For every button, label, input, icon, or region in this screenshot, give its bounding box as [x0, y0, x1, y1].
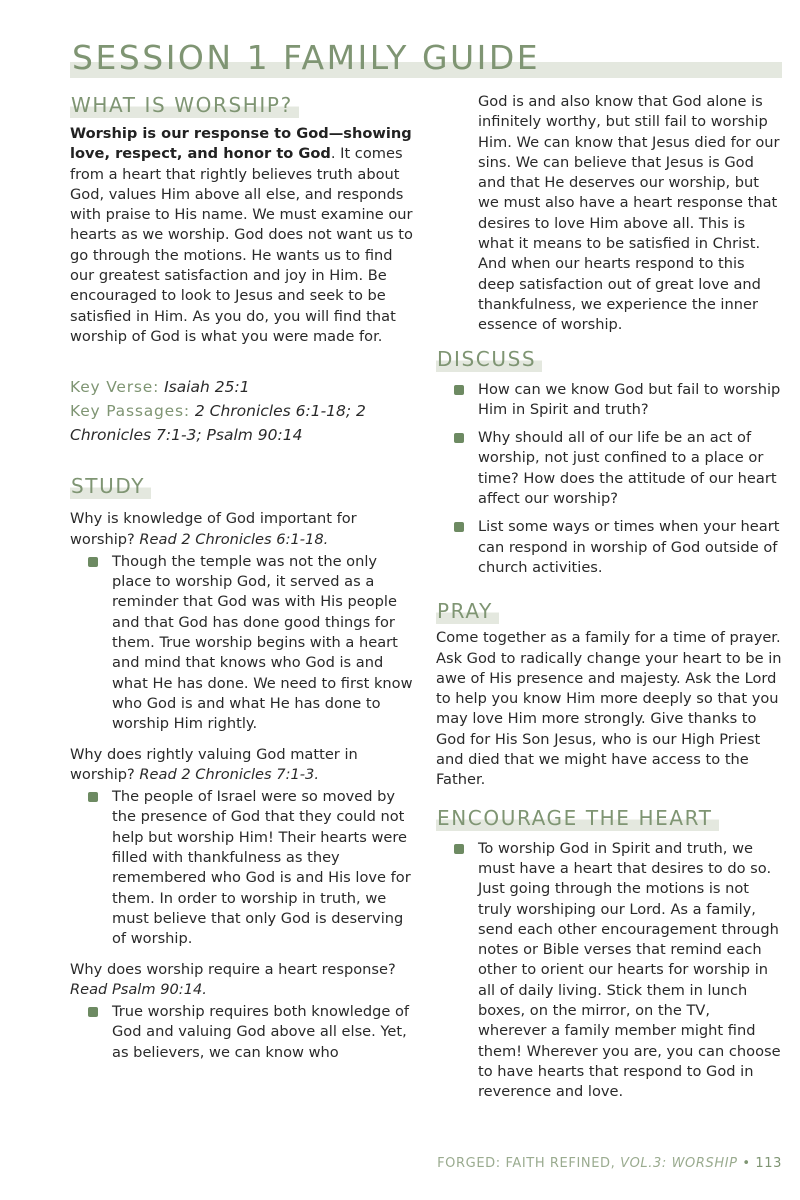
key-passages-line	[70, 399, 416, 447]
discuss-item-text: List some ways or times when your heart can respond in worship of God outside of church activities.	[478, 518, 780, 576]
study-continuation: God is and also know that God alone is infinitely worthy, but still fail to worship Him. We can know that Jesus died for our sins. We can believe that Jesus is God and that He deserves our worship, but we must also have a heart response that desires to love Him above all. This is what it means to be satisfied in Christ. And when our hearts respond to this deep satisfaction out of great love and thankfulness, we experience the inner essence of worship.	[478, 93, 780, 334]
lead-rest-text: . It comes from a heart that rightly believes truth about God, values Him above all else, and responds with praise to His name. We must examine our hearts as we worship. God does not want us to go through the motions. He wants us to find our greatest satisfaction and joy in Him. Be encouraged to look to Jesus and seek to be satisfied in Him. As you do, you will find that worship of God is what you were made for.	[70, 145, 413, 345]
study-answer-list-3	[70, 1002, 416, 1063]
study-answer-2	[70, 787, 416, 949]
footer-volume: VOL.3: WORSHIP	[620, 1156, 738, 1171]
bullet-icon	[88, 557, 98, 567]
page-number: 113	[755, 1156, 782, 1171]
pray-text: Come together as a family for a time of prayer. Ask God to radically change your heart to be in awe of His presence and majesty. Ask the Lord to help you know Him more deeply so that you may love Him more strongly. Give thanks to God for His Son Jesus, who is our High Priest and died that we might have access to the Father.	[436, 629, 782, 789]
study-answer-3-text: True worship requires both knowledge of God and valuing God above all else. Yet, as believers, we can know who	[112, 1003, 410, 1061]
what-is-worship-paragraph	[70, 124, 416, 347]
lead-bold-text: Worship is our response to God—showing love, respect, and honor to God	[70, 125, 412, 163]
what-is-worship-heading: WHAT IS WORSHIP?	[70, 92, 299, 118]
footer-series: FORGED: FAITH REFINED,	[437, 1156, 616, 1171]
study-question-2-reading: Read 2 Chronicles 7:1-3.	[139, 765, 319, 783]
study-answer-2-text: The people of Israel were so moved by the presence of God that they could not help but worship Him! Their hearts were filled with thankfulness as they remembered who God is and His love for them. In order to worship in truth, we must believe that only God is deserving of worship.	[112, 788, 411, 948]
study-question-3-reading: Read Psalm 90:14.	[70, 980, 207, 998]
study-answer-3	[70, 1002, 416, 1063]
page-title	[70, 38, 782, 78]
discuss-item	[436, 428, 782, 509]
encourage-heading: ENCOURAGE THE HEART	[436, 805, 719, 831]
study-answer-list-1	[70, 552, 416, 735]
pray-heading: PRAY	[436, 598, 499, 624]
right-column	[436, 92, 782, 1112]
discuss-item	[436, 517, 782, 578]
key-verse-label: Key Verse:	[70, 378, 160, 397]
key-passages-label: Key Passages:	[70, 402, 190, 421]
discuss-list	[436, 380, 782, 579]
study-question-1	[70, 509, 416, 550]
study-question-2-text: Why does rightly valuing God matter in worship?	[70, 745, 358, 783]
key-verse-line	[70, 375, 416, 399]
study-question-2	[70, 745, 416, 786]
page-title-text: SESSION 1 FAMILY GUIDE	[72, 38, 541, 77]
study-question-3	[70, 960, 416, 1001]
bullet-icon	[454, 433, 464, 443]
bullet-icon	[88, 1007, 98, 1017]
study-question-3-text: Why does worship require a heart response?	[70, 960, 396, 978]
encourage-item	[436, 839, 782, 1103]
key-passages-value: 2 Chronicles 6:1-18; 2 Chronicles 7:1-3; Psalm 90:14	[70, 402, 366, 445]
left-column	[70, 92, 416, 1073]
discuss-item	[436, 380, 782, 421]
bullet-icon	[454, 844, 464, 854]
study-answer-list-2	[70, 787, 416, 949]
discuss-item-text: How can we know God but fail to worship Him in Spirit and truth?	[478, 380, 781, 418]
study-answer-1	[70, 552, 416, 735]
footer-bullet: •	[742, 1156, 751, 1171]
key-verse-value: Isaiah 25:1	[164, 378, 250, 397]
page-footer	[0, 1156, 782, 1171]
study-answer-1-text: Though the temple was not the only place to worship God, it served as a reminder that God was with His people and that God has done good things for them. True worship begins with a heart and mind that knows who God is and what He has done. We need to first know who God is and what He has done to worship Him rightly.	[112, 552, 413, 733]
discuss-item-text: Why should all of our life be an act of worship, not just confined to a place or time? How does the attitude of our heart affect our worship?	[478, 429, 777, 508]
encourage-list	[436, 839, 782, 1103]
bullet-icon	[88, 792, 98, 802]
bullet-icon	[454, 385, 464, 395]
bullet-icon	[454, 522, 464, 532]
discuss-heading: DISCUSS	[436, 346, 542, 372]
study-heading: STUDY	[70, 473, 151, 499]
encourage-item-text: To worship God in Spirit and truth, we must have a heart that desires to do so. Just going through the motions is not truly worshiping our Lord. As a family, send each other encouragement through notes or Bible verses that remind each other to orient our hearts for worship in all of daily living. Stick them in lunch boxes, on the mirror, on the TV, wherever a family member might find them! Wherever you are, you can choose to have hearts that respond to God in reverence and love.	[478, 839, 781, 1101]
key-verses-block	[70, 375, 416, 447]
study-question-1-reading: Read 2 Chronicles 6:1-18.	[139, 530, 329, 548]
study-question-1-text: Why is knowledge of God important for worship?	[70, 510, 357, 548]
